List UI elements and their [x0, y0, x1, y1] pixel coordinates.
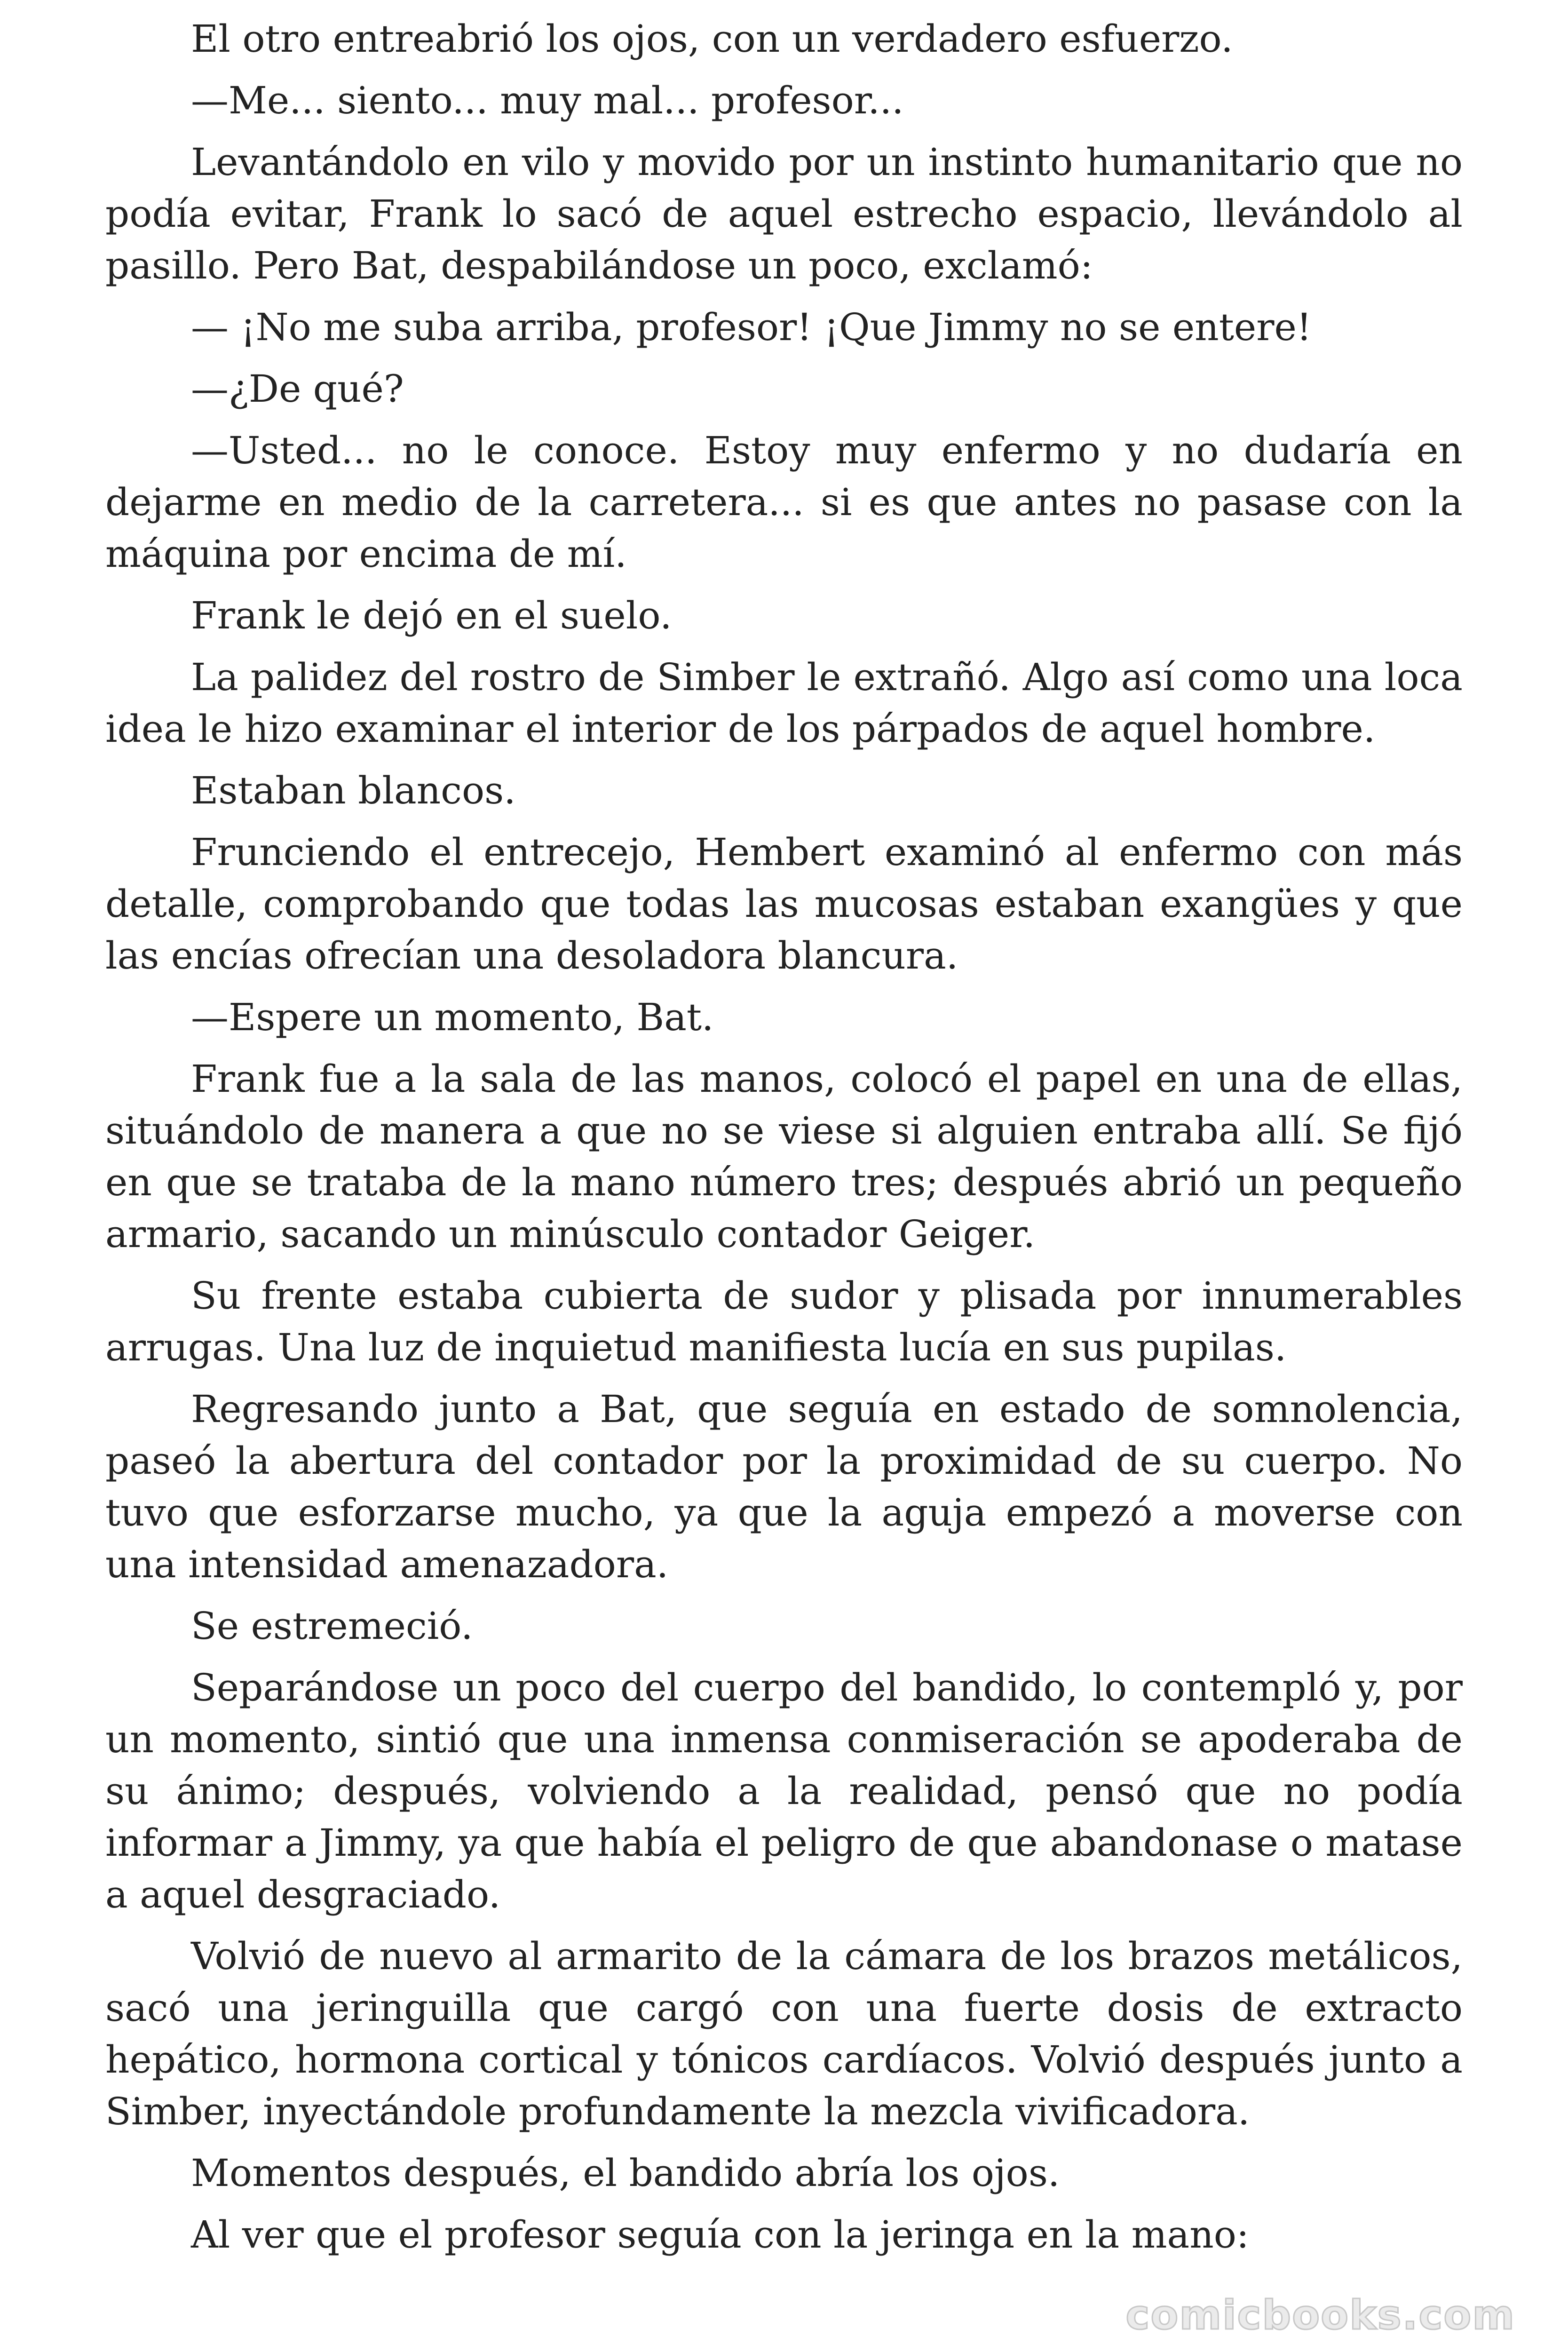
paragraph-13: Su frente estaba cubierta de sudor y plisada por innumerables arrugas. Una luz de inquietud manifiesta lucía en sus pupilas. — [105, 1274, 1463, 1369]
paragraph-19: Al ver que el profesor seguía con la jeringa en la mano: — [191, 2213, 1249, 2257]
paragraph-15: Se estremeció. — [191, 1604, 473, 1648]
paragraph-8: La palidez del rostro de Simber le extrañó. Algo así como una loca idea le hizo examinar el interior de los párpados de aquel hombre. — [105, 655, 1463, 751]
paragraph-14: Regresando junto a Bat, que seguía en estado de somnolencia, paseó la abertura del contador por la proximidad de su cuerpo. No tuvo que esforzarse mucho, ya que la aguja empezó a moverse con una intensidad amenazadora. — [105, 1387, 1463, 1586]
paragraph-10: Frunciendo el entrecejo, Hembert examinó al enfermo con más detalle, comprobando que todas las mucosas estaban exangües y que las encías ofrecían una desoladora blancura. — [105, 830, 1463, 977]
paragraph-5: —¿De qué? — [191, 367, 404, 411]
paragraph-7: Frank le dejó en el suelo. — [191, 594, 672, 637]
paragraph-3: Levantándolo en vilo y movido por un instinto humanitario que no podía evitar, Frank lo sacó de aquel estrecho espacio, llevándolo al pasillo. Pero Bat, despabilándose un poco, exclamó: — [105, 140, 1463, 287]
page-body-text — [105, 13, 1463, 2271]
paragraph-12: Frank fue a la sala de las manos, colocó el papel en una de ellas, situándolo de manera a que no se viese si alguien entraba allí. Se fijó en que se trataba de la mano número tres; después abrió un pequeño armario, sacando un minúsculo contador Geiger. — [105, 1057, 1463, 1256]
paragraph-4: — ¡No me suba arriba, profesor! ¡Que Jimmy no se entere! — [191, 305, 1312, 349]
paragraph-16: Separándose un poco del cuerpo del bandido, lo contempló y, por un momento, sintió que una inmensa conmiseración se apoderaba de su ánimo; después, volviendo a la realidad, pensó que no podía informar a Jimmy, ya que había el peligro de que abandonase o matase a aquel desgraciado. — [105, 1666, 1463, 1916]
paragraph-17: Volvió de nuevo al armarito de la cámara de los brazos metálicos, sacó una jeringuilla que cargó con una fuerte dosis de extracto hepático, hormona cortical y tónicos cardíacos. Volvió después junto a Simber, inyectándole profundamente la mezcla vivificadora. — [105, 1934, 1463, 2133]
paragraph-9: Estaban blancos. — [191, 769, 516, 812]
watermark: comicbooks.com — [1125, 2292, 1515, 2339]
paragraph-18: Momentos después, el bandido abría los ojos. — [191, 2151, 1060, 2195]
paragraph-2: —Me... siento... muy mal... profesor... — [191, 79, 904, 122]
paragraph-11: —Espere un momento, Bat. — [191, 995, 714, 1039]
paragraph-6: —Usted... no le conoce. Estoy muy enfermo y no dudaría en dejarme en medio de la carretera... si es que antes no pasase con la máquina por encima de mí. — [105, 429, 1463, 576]
paragraph-1: El otro entreabrió los ojos, con un verdadero esfuerzo. — [191, 17, 1233, 61]
